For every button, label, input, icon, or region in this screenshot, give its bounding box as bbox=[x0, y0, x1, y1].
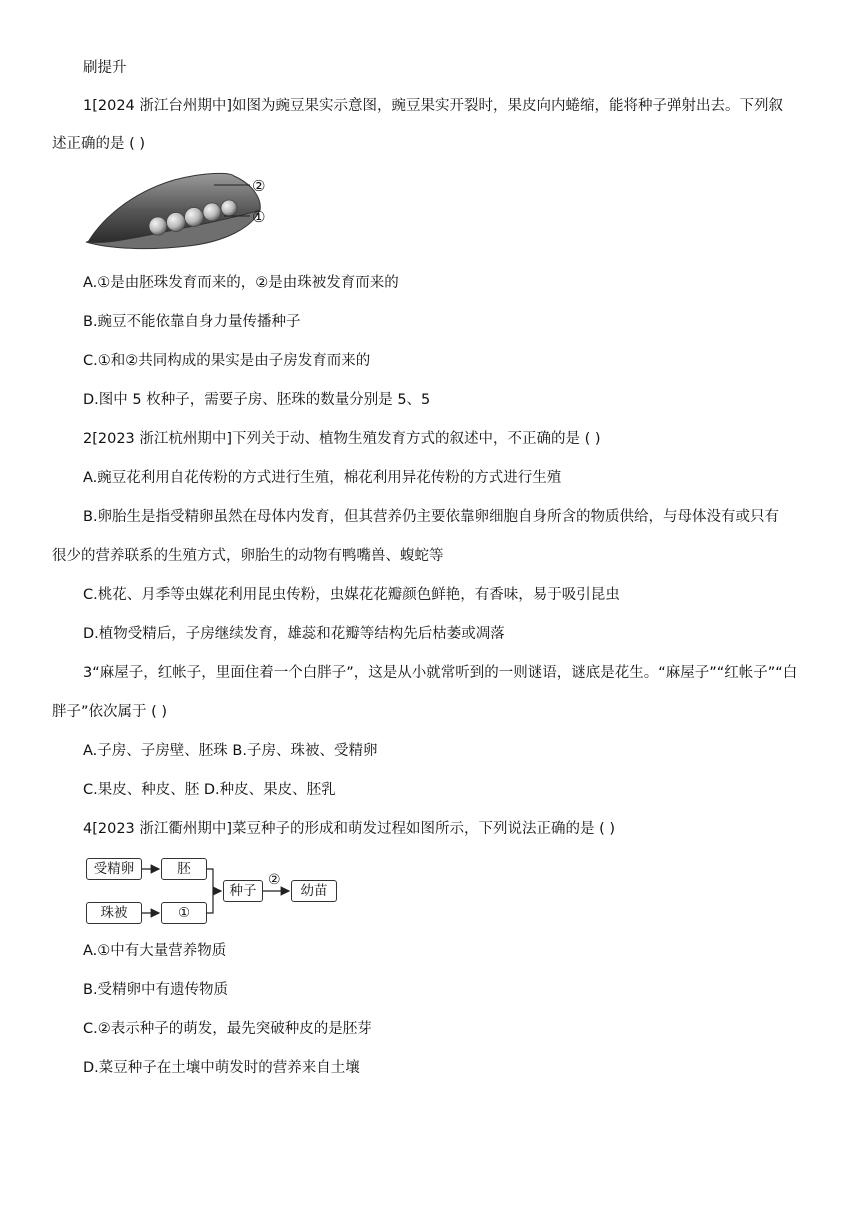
option-2a: A.豌豆花利用自花传粉的方式进行生殖，棉花利用异花传粉的方式进行生殖 bbox=[83, 470, 562, 486]
option-4a: A.①中有大量营养物质 bbox=[83, 943, 227, 959]
box-label-1: ① bbox=[161, 902, 207, 924]
option-2d: D.植物受精后，子房继续发育，雄蕊和花瓣等结构先后枯萎或凋落 bbox=[83, 626, 505, 642]
option-3cd: C.果皮、种皮、胚 D.种皮、果皮、胚乳 bbox=[83, 782, 336, 798]
question-1-stem-line-1: 1[2024 浙江台州期中]如图为豌豆果实示意图，豌豆果实开裂时，果皮向内蜷缩，能将种子弹射出去。下列叙 bbox=[83, 98, 784, 114]
option-1a: A.①是由胚珠发育而来的，②是由珠被发育而来的 bbox=[83, 275, 399, 291]
question-4-stem: 4[2023 浙江衢州期中]菜豆种子的形成和萌发过程如图所示，下列说法正确的是 ( ) bbox=[83, 821, 616, 837]
box-integument: 珠被 bbox=[86, 902, 142, 924]
option-2b: B.卵胎生是指受精卵虽然在母体内发育，但其营养仍主要依靠卵细胞自身所含的物质供给，与母体没有或只有 bbox=[83, 509, 780, 525]
seed-formation-diagram bbox=[84, 856, 344, 926]
question-3-stem-line-1: 3“麻屋子，红帐子，里面住着一个白胖子”，这是从小就常听到的一则谜语，谜底是花生。“麻屋子”“红帐子”“白 bbox=[83, 665, 798, 681]
box-embryo: 胚 bbox=[161, 858, 207, 880]
pea-pod-figure bbox=[84, 166, 284, 258]
figure-label-2: ② bbox=[252, 177, 266, 195]
question-1-stem-line-2: 述正确的是 ( ) bbox=[52, 136, 146, 152]
option-4d: D.菜豆种子在土壤中萌发时的营养来自土壤 bbox=[83, 1060, 360, 1076]
section-title: 刷提升 bbox=[83, 60, 127, 76]
box-seed: 种子 bbox=[223, 880, 263, 902]
option-2b-cont: 很少的营养联系的生殖方式，卵胎生的动物有鸭嘴兽、蝮蛇等 bbox=[52, 548, 444, 564]
option-1b: B.豌豆不能依靠自身力量传播种子 bbox=[83, 314, 301, 330]
option-1c: C.①和②共同构成的果实是由子房发育而来的 bbox=[83, 353, 371, 369]
box-fertilized-egg: 受精卵 bbox=[86, 858, 142, 880]
option-3ab: A.子房、子房壁、胚珠 B.子房、珠被、受精卵 bbox=[83, 743, 378, 759]
question-2-stem: 2[2023 浙江杭州期中]下列关于动、植物生殖发育方式的叙述中，不正确的是 ( ) bbox=[83, 431, 601, 447]
box-seedling: 幼苗 bbox=[291, 880, 337, 902]
option-4c: C.②表示种子的萌发，最先突破种皮的是胚芽 bbox=[83, 1021, 372, 1037]
option-4b: B.受精卵中有遗传物质 bbox=[83, 982, 229, 998]
option-2c: C.桃花、月季等虫媒花利用昆虫传粉，虫媒花花瓣颜色鲜艳，有香味，易于吸引昆虫 bbox=[83, 587, 620, 603]
figure-label-1: ① bbox=[252, 208, 266, 226]
question-3-stem-line-2: 胖子”依次属于 ( ) bbox=[52, 704, 168, 720]
arrow-label-2: ② bbox=[268, 872, 281, 888]
option-1d: D.图中 5 枚种子，需要子房、胚珠的数量分别是 5、5 bbox=[83, 392, 431, 408]
